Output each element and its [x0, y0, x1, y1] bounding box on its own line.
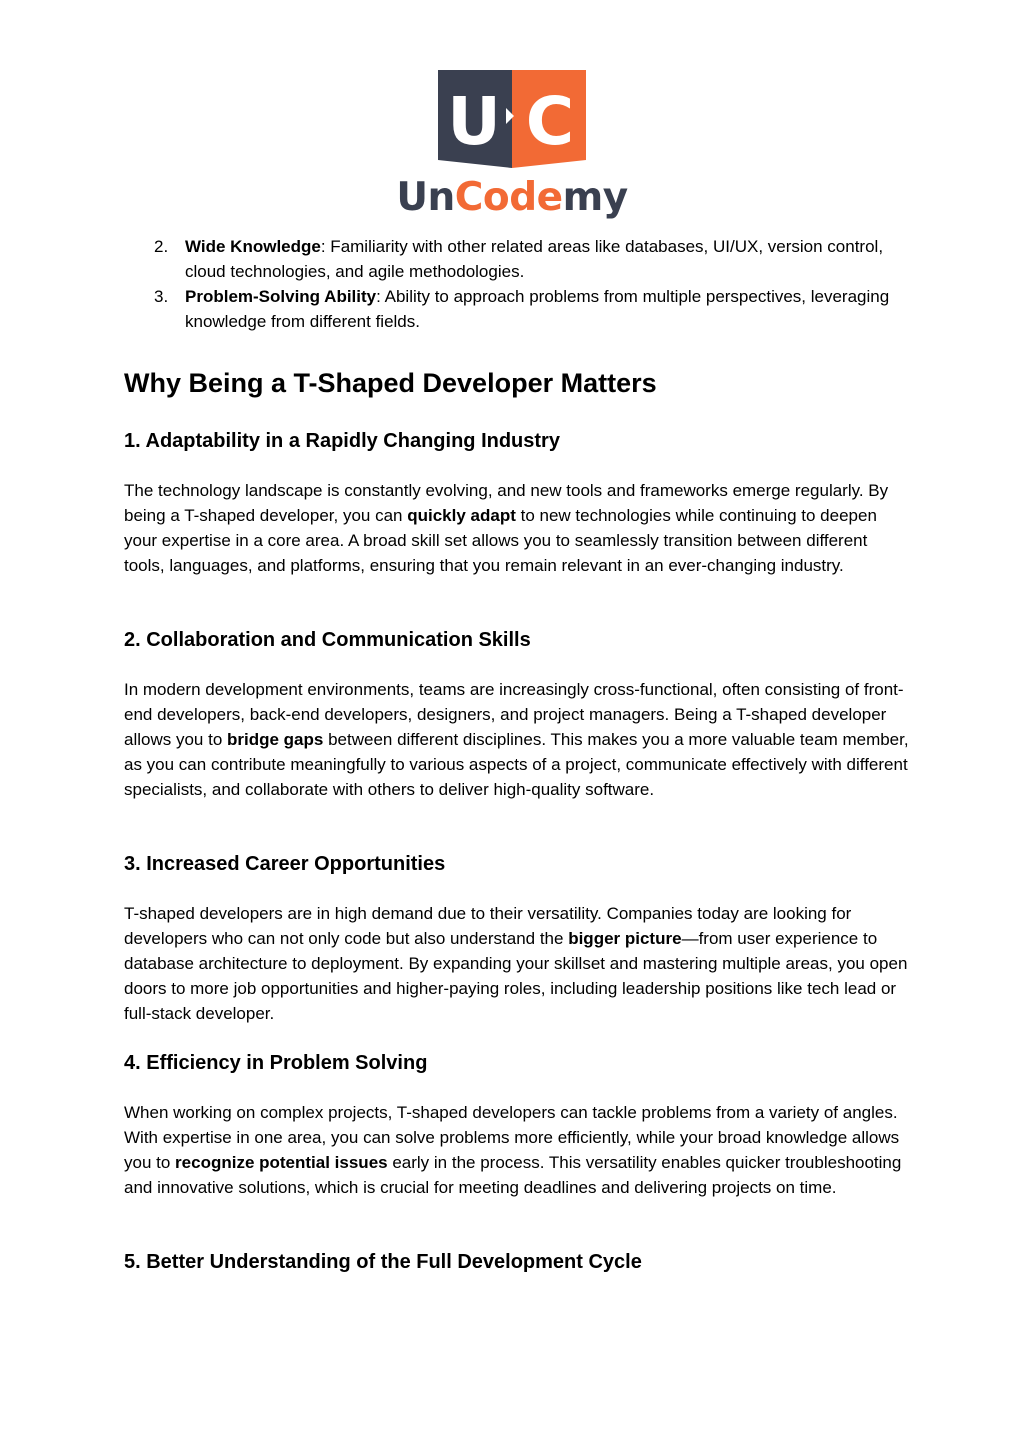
subheading-development-cycle: 5. Better Understanding of the Full Development Cycle: [124, 1251, 642, 1273]
list-term: Problem-Solving Ability: [185, 287, 377, 306]
list-item: [124, 234, 904, 284]
paragraph-text: When working on complex projects, T-shaped developers can tackle problems from a variety of angles. With expertise in one area, you can solve problems more efficiently, while your broad knowledge allows you to: [124, 1103, 900, 1172]
numbered-list: [124, 234, 904, 334]
paragraph-text: —from user experience to database architecture to deployment. By expanding your skillset and mastering multiple areas, you open doors to more job opportunities and higher-paying roles, including leadership positions like tech lead or full-stack developer.: [124, 929, 908, 1023]
paragraph-emphasis: quickly adapt: [407, 506, 516, 525]
paragraph-text: to new technologies while continuing to deepen your expertise in a core area. A broad skill set allows you to seamlessly transition between different tools, languages, and platforms, ensuring that you remain relevant in an ever-changing industry.: [124, 506, 877, 575]
uncodemy-logo: [392, 64, 632, 224]
paragraph-text: In modern development environments, teams are increasingly cross-functional, often consisting of front-end developers, back-end developers, designers, and project managers. Being a T-shaped developer allows you to: [124, 680, 904, 749]
paragraph-text: T-shaped developers are in high demand due to their versatility. Companies today are looking for developers who can not only code but also understand the: [124, 904, 852, 948]
list-text: : Familiarity with other related areas like databases, UI/UX, version control, cloud technologies, and agile methodologies.: [185, 237, 884, 281]
paragraph-text: The technology landscape is constantly evolving, and new tools and frameworks emerge regularly. By being a T-shaped developer, you can: [124, 481, 889, 525]
paragraph-adaptability: [124, 478, 909, 578]
wordmark-un: Un: [396, 175, 455, 220]
list-number: 2.: [154, 237, 169, 256]
paragraph-emphasis: recognize potential issues: [175, 1153, 388, 1172]
wordmark-code: Code: [454, 175, 563, 220]
list-number: 3.: [154, 287, 169, 306]
subheading-collaboration: 2. Collaboration and Communication Skills: [124, 629, 531, 651]
paragraph-emphasis: bridge gaps: [227, 730, 324, 749]
logo-letter-c: C: [525, 83, 575, 160]
paragraph-collaboration: [124, 677, 909, 802]
paragraph-efficiency: [124, 1100, 909, 1200]
paragraph-career: [124, 901, 909, 1026]
subheading-adaptability: 1. Adaptability in a Rapidly Changing Industry: [124, 430, 560, 452]
subheading-career: 3. Increased Career Opportunities: [124, 853, 446, 875]
logo-wordmark: [392, 176, 632, 220]
logo-letter-u: U: [447, 83, 501, 160]
paragraph-emphasis: bigger picture: [568, 929, 682, 948]
list-item: [124, 284, 904, 334]
logo-mark: [392, 64, 632, 174]
list-text: : Ability to approach problems from multiple perspectives, leveraging knowledge from different fields.: [185, 287, 890, 331]
paragraph-text: between different disciplines. This makes you a more valuable team member, as you can contribute meaningfully to various aspects of a project, communicate effectively with different specialists, and collaborate with others to deliver high-quality software.: [124, 730, 909, 799]
wordmark-my: my: [562, 175, 628, 220]
section-heading: Why Being a T-Shaped Developer Matters: [124, 368, 657, 398]
list-term: Wide Knowledge: [185, 237, 321, 256]
subheading-efficiency: 4. Efficiency in Problem Solving: [124, 1052, 428, 1074]
paragraph-text: early in the process. This versatility enables quicker troubleshooting and innovative solutions, which is crucial for meeting deadlines and delivering projects on time.: [124, 1153, 902, 1197]
